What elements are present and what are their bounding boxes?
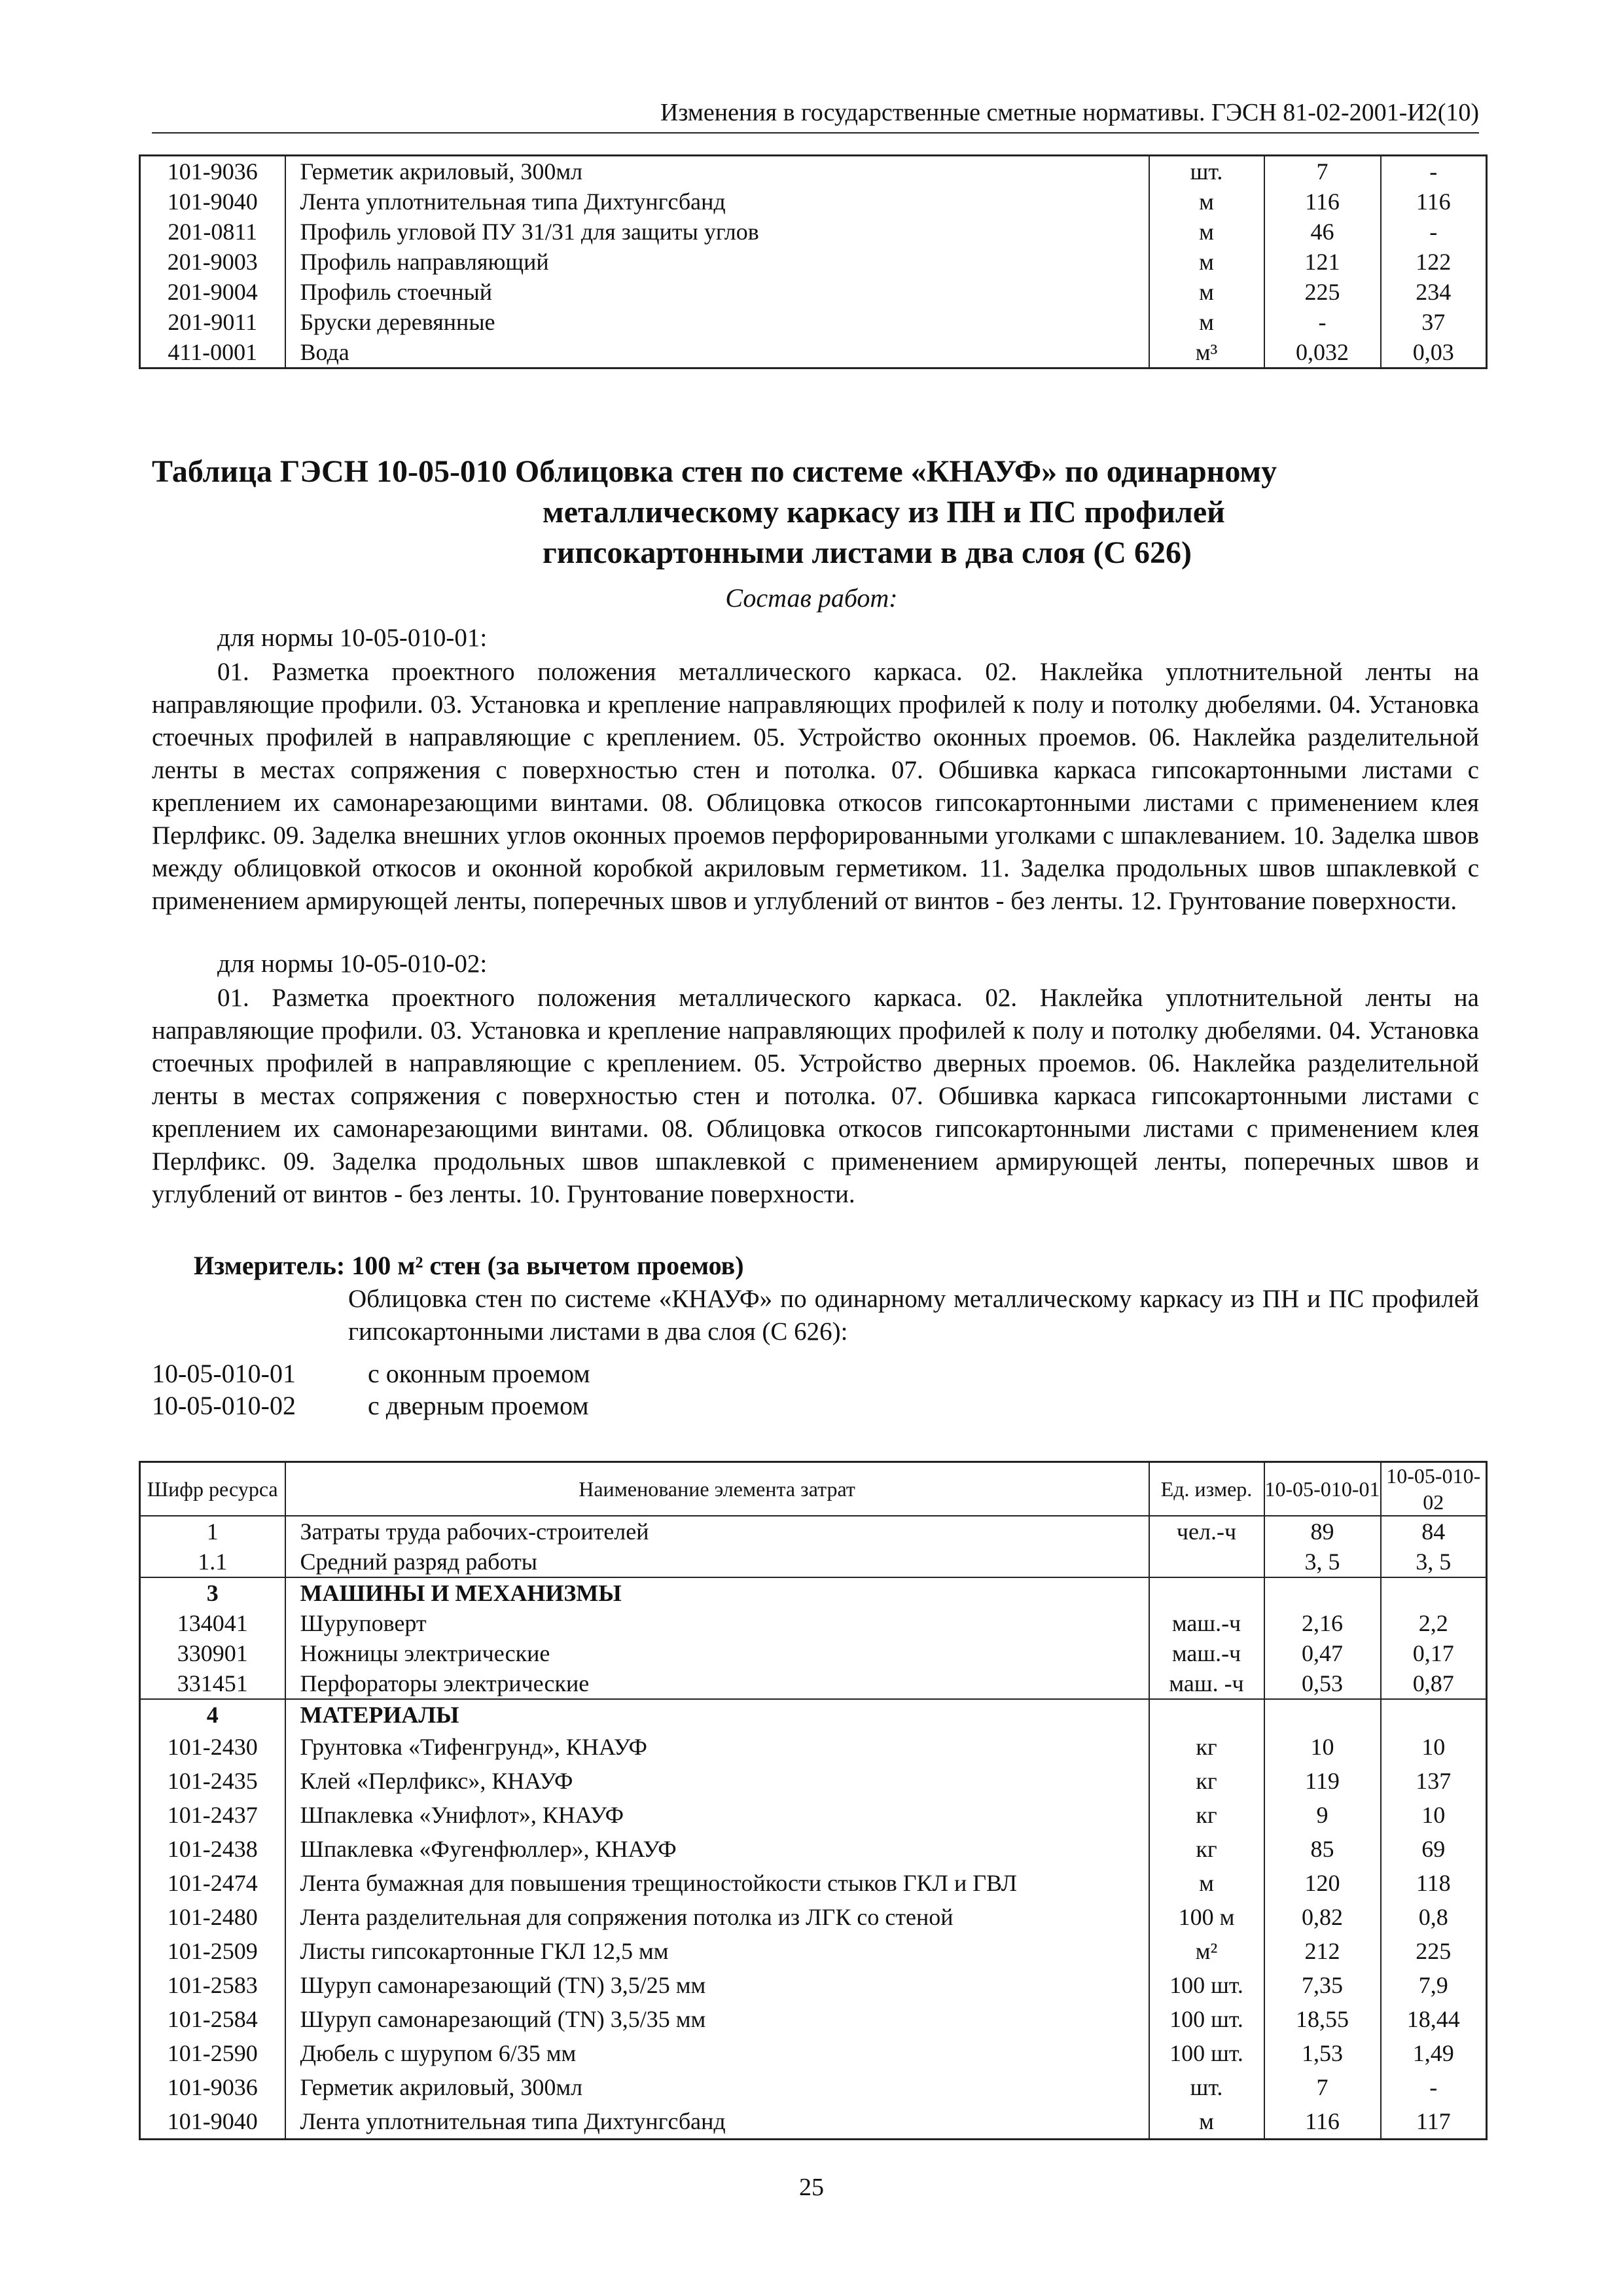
cell-code: 201-0811 — [168, 219, 258, 245]
table-row — [140, 187, 1487, 217]
cell-name: Шуруп самонарезающий (TN) 3,5/35 мм — [285, 2002, 1149, 2036]
cell-code: 101-2437 — [167, 1802, 258, 1828]
cell-unit: маш.-ч — [1149, 1638, 1264, 1668]
header-norm-1: 10-05-010-01 — [1264, 1462, 1381, 1516]
norm2-composition-text: 01. Разметка проектного положения металлического каркаса. 02. Наклейка уплотнительной ленты на направляющие профили. 03. Установка и крепление направляющих профилей к полу и потолку дюбелями. 04. Установка стоечных профилей в направляющие с креплением. 05. Устройство дверных проемов. 06. Наклейка разделительной ленты в местах сопряжения с поверхностью стен и потолка. 07. Обшивка каркаса гипсокартонными листами с креплением их самонарезающими винтами. 08. Облицовка откосов гипсокартонными листами с применением клея Перлфикс. 09. Заделка продольных швов шпаклевкой с применением армирующей ленты, поперечных швов и углублений от винтов - без ленты. 10. Грунтование поверхности. — [152, 984, 1479, 1208]
cell-norm-2: 3, 5 — [1381, 1547, 1487, 1577]
cell-name: Дюбель с шурупом 6/35 мм — [285, 2036, 1149, 2070]
cell-code: 101-2584 — [167, 2006, 258, 2032]
cell-norm-1: 0,82 — [1264, 1900, 1381, 1934]
cell-code: 101-9036 — [167, 158, 258, 185]
cell-norm-2: 10 — [1381, 1730, 1487, 1764]
cell-name: Герметик акриловый, 300мл — [285, 2070, 1149, 2104]
cell-unit: кг — [1149, 1764, 1264, 1798]
table-row — [140, 1832, 1487, 1866]
cell-name: Средний разряд работы — [285, 1547, 1149, 1577]
table-header-row — [140, 1462, 1487, 1516]
cell-name: Клей «Перлфикс», КНАУФ — [285, 1764, 1149, 1798]
cell-name: Шпаклевка «Фугенфюллер», КНАУФ — [285, 1832, 1149, 1866]
main-resource-table — [139, 1461, 1488, 2140]
cell-norm-1: 1,53 — [1264, 2036, 1381, 2070]
cell-norm-1: 0,032 — [1264, 337, 1381, 368]
cell-code: 3 — [140, 1577, 285, 1608]
cell-code: 101-9040 — [167, 188, 258, 215]
cell-unit: м — [1149, 2104, 1264, 2140]
cell-unit: кг — [1149, 1832, 1264, 1866]
cell-name: Шпаклевка «Унифлот», КНАУФ — [285, 1798, 1149, 1832]
table-row — [140, 2070, 1487, 2104]
table-row — [140, 337, 1487, 368]
cell-name: Лента уплотнительная типа Дихтунгсбанд — [285, 187, 1149, 217]
cell-unit: 100 шт. — [1149, 2002, 1264, 2036]
table-row — [140, 1516, 1487, 1547]
cell-code: 101-2474 — [167, 1870, 258, 1896]
cell-norm-1: 212 — [1264, 1934, 1381, 1968]
table-row — [140, 277, 1487, 307]
cell-norm-2: - — [1381, 217, 1487, 247]
table-row — [140, 307, 1487, 337]
cell-norm-2: 137 — [1381, 1764, 1487, 1798]
table-row — [140, 1668, 1487, 1699]
cell-norm-1: 7,35 — [1264, 1968, 1381, 2002]
cell-norm-2 — [1381, 1577, 1487, 1608]
header-name: Наименование элемента затрат — [285, 1462, 1149, 1516]
measure-description: Облицовка стен по системе «КНАУФ» по одинарному металлическому каркасу из ПН и ПС профилей гипсокартонными листами в два слоя (С 626): — [348, 1285, 1479, 1346]
header-norm-2: 10-05-010-02 — [1381, 1462, 1487, 1516]
cell-name: МАТЕРИАЛЫ — [285, 1699, 1149, 1730]
cell-unit: маш. -ч — [1149, 1668, 1264, 1699]
cell-code: 134041 — [177, 1610, 248, 1636]
cell-norm-1: 0,47 — [1264, 1638, 1381, 1668]
cell-norm-1: 7 — [1264, 2070, 1381, 2104]
cell-norm-1: 46 — [1264, 217, 1381, 247]
table-row — [140, 247, 1487, 277]
cell-norm-1: 116 — [1264, 187, 1381, 217]
cell-code: 101-2509 — [167, 1938, 258, 1964]
cell-unit: м — [1149, 217, 1264, 247]
cell-norm-2: 0,03 — [1381, 337, 1487, 368]
cell-norm-1: 10 — [1264, 1730, 1381, 1764]
norm-code: 10-05-010-01 — [152, 1359, 296, 1388]
cell-unit — [1149, 1547, 1264, 1577]
cell-unit: шт. — [1149, 2070, 1264, 2104]
header-code: Шифр ресурса — [140, 1462, 285, 1516]
cell-name: Лента бумажная для повышения трещиностойкости стыков ГКЛ и ГВЛ — [285, 1866, 1149, 1900]
cell-norm-2: 1,49 — [1381, 2036, 1487, 2070]
norm1-composition-text: 01. Разметка проектного положения металлического каркаса. 02. Наклейка уплотнительной ленты на направляющие профили. 03. Установка и крепление направляющих профилей к полу и потолку дюбелями. 04. Установка стоечных профилей в направляющие с креплением. 05. Устройство оконных проемов. 06. Наклейка разделительной ленты в местах сопряжения с поверхностью стен и потолка. 07. Обшивка каркаса гипсокартонными листами с креплением их самонарезающими винтами. 08. Облицовка откосов гипсокартонными листами с применением клея Перлфикс. 09. Заделка внешних углов оконных проемов перфорированными уголками с шпаклеванием. 10. Заделка швов между облицовкой откосов и оконной коробкой акриловым герметиком. 11. Заделка продольных швов шпаклевкой с применением армирующей ленты, поперечных швов и углублений от винтов - без ленты. 12. Грунтование поверхности. — [152, 658, 1479, 915]
cell-code: 101-2583 — [167, 1972, 258, 1998]
cell-norm-2: 122 — [1381, 247, 1487, 277]
cell-norm-1: 18,55 — [1264, 2002, 1381, 2036]
cell-name: Герметик акриловый, 300мл — [285, 156, 1149, 187]
top-resource-table — [139, 154, 1488, 369]
table-row — [140, 2104, 1487, 2140]
cell-unit: м — [1149, 307, 1264, 337]
cell-unit: маш.-ч — [1149, 1608, 1264, 1638]
cell-norm-2: 84 — [1381, 1516, 1487, 1547]
cell-norm-2: 69 — [1381, 1832, 1487, 1866]
cell-norm-1: 225 — [1264, 277, 1381, 307]
norm-text: с оконным проемом — [368, 1359, 590, 1388]
cell-unit: 100 м — [1149, 1900, 1264, 1934]
table-row — [140, 1730, 1487, 1764]
table-row — [140, 2002, 1487, 2036]
cell-norm-1: 9 — [1264, 1798, 1381, 1832]
cell-code: 101-2435 — [167, 1768, 258, 1794]
table-row — [140, 2036, 1487, 2070]
cell-unit: м³ — [1149, 337, 1264, 368]
cell-name: Лента разделительная для сопряжения потолка из ЛГК со стеной — [285, 1900, 1149, 1934]
cell-norm-2: 0,17 — [1381, 1638, 1487, 1668]
cell-name: Грунтовка «Тифенгрунд», КНАУФ — [285, 1730, 1149, 1764]
cell-norm-1 — [1264, 1577, 1381, 1608]
table-title-line-1: Таблица ГЭСН 10-05-010 Облицовка стен по системе «КНАУФ» по одинарному — [152, 454, 1277, 489]
cell-code: 330901 — [177, 1640, 248, 1666]
cell-name: Профиль направляющий — [285, 247, 1149, 277]
cell-norm-2: - — [1381, 2070, 1487, 2104]
cell-code: 1 — [206, 1518, 219, 1545]
cell-unit: кг — [1149, 1798, 1264, 1832]
cell-norm-1 — [1264, 1699, 1381, 1730]
table-row — [140, 1900, 1487, 1934]
cell-norm-2: 7,9 — [1381, 1968, 1487, 2002]
table-row — [140, 1699, 1487, 1730]
cell-unit: шт. — [1149, 156, 1264, 187]
table-row — [140, 1547, 1487, 1577]
cell-norm-2: 2,2 — [1381, 1608, 1487, 1638]
cell-norm-2: 18,44 — [1381, 2002, 1487, 2036]
cell-norm-1: 121 — [1264, 247, 1381, 277]
cell-norm-1: 89 — [1264, 1516, 1381, 1547]
cell-name: Бруски деревянные — [285, 307, 1149, 337]
cell-norm-1: 0,53 — [1264, 1668, 1381, 1699]
cell-code: 201-9004 — [167, 279, 258, 305]
cell-code: 1.1 — [198, 1549, 228, 1575]
cell-norm-2: 225 — [1381, 1934, 1487, 1968]
cell-name: МАШИНЫ И МЕХАНИЗМЫ — [285, 1577, 1149, 1608]
cell-name: Листы гипсокартонные ГКЛ 12,5 мм — [285, 1934, 1149, 1968]
running-header: Изменения в государственные сметные нормативы. ГЭСН 81-02-2001-И2(10) — [152, 98, 1479, 134]
norm-row — [152, 1390, 589, 1421]
cell-unit: кг — [1149, 1730, 1264, 1764]
cell-unit: м — [1149, 1866, 1264, 1900]
cell-unit: м — [1149, 187, 1264, 217]
cell-norm-2: 117 — [1381, 2104, 1487, 2140]
cell-norm-2: - — [1381, 156, 1487, 187]
cell-norm-1: 3, 5 — [1264, 1547, 1381, 1577]
table-title — [152, 452, 1487, 573]
norm1-label: для нормы 10-05-010-01: — [217, 624, 488, 652]
cell-unit: м — [1149, 277, 1264, 307]
header-unit: Ед. измер. — [1149, 1462, 1264, 1516]
cell-norm-2 — [1381, 1699, 1487, 1730]
cell-name: Ножницы электрические — [285, 1638, 1149, 1668]
cell-norm-1: 85 — [1264, 1832, 1381, 1866]
cell-norm-2: 118 — [1381, 1866, 1487, 1900]
cell-code: 201-9003 — [167, 249, 258, 275]
table-row — [140, 217, 1487, 247]
cell-code: 101-2430 — [167, 1734, 258, 1760]
table-row — [140, 1866, 1487, 1900]
cell-norm-2: 0,8 — [1381, 1900, 1487, 1934]
table-title-line-3: гипсокартонными листами в два слоя (С 626) — [543, 535, 1192, 570]
cell-name: Затраты труда рабочих-строителей — [285, 1516, 1149, 1547]
norm-row — [152, 1358, 590, 1389]
norm2-label: для нормы 10-05-010-02: — [217, 950, 488, 978]
cell-unit: м — [1149, 247, 1264, 277]
table-row — [140, 1934, 1487, 1968]
cell-name: Профиль угловой ПУ 31/31 для защиты углов — [285, 217, 1149, 247]
cell-unit — [1149, 1699, 1264, 1730]
cell-norm-1: 120 — [1264, 1866, 1381, 1900]
page-number: 25 — [799, 2174, 824, 2201]
table-row — [140, 1577, 1487, 1608]
cell-norm-1: 7 — [1264, 156, 1381, 187]
cell-norm-2: 10 — [1381, 1798, 1487, 1832]
cell-unit: м² — [1149, 1934, 1264, 1968]
cell-unit: чел.-ч — [1149, 1516, 1264, 1547]
table-row — [140, 1764, 1487, 1798]
table-row — [140, 1608, 1487, 1638]
cell-norm-2: 116 — [1381, 187, 1487, 217]
cell-unit — [1149, 1577, 1264, 1608]
cell-code: 201-9011 — [168, 309, 258, 335]
table-row — [140, 1798, 1487, 1832]
cell-code: 101-2590 — [167, 2040, 258, 2066]
cell-name: Шуруп самонарезающий (TN) 3,5/25 мм — [285, 1968, 1149, 2002]
cell-unit: 100 шт. — [1149, 2036, 1264, 2070]
cell-code: 101-2438 — [167, 1836, 258, 1862]
table-title-line-2: металлическому каркасу из ПН и ПС профилей — [543, 495, 1225, 529]
table-row — [140, 1968, 1487, 2002]
cell-code: 101-9040 — [167, 2108, 258, 2134]
cell-norm-1: 116 — [1264, 2104, 1381, 2140]
table-row — [140, 1638, 1487, 1668]
cell-name: Лента уплотнительная типа Дихтунгсбанд — [285, 2104, 1149, 2140]
cell-code: 331451 — [177, 1670, 248, 1696]
cell-norm-1: 119 — [1264, 1764, 1381, 1798]
cell-code: 101-2480 — [167, 1904, 258, 1930]
norm-code: 10-05-010-02 — [152, 1391, 296, 1420]
cell-code: 411-0001 — [168, 339, 258, 365]
cell-name: Перфораторы электрические — [285, 1668, 1149, 1699]
norm-text: с дверным проемом — [368, 1391, 589, 1420]
cell-name: Вода — [285, 337, 1149, 368]
cell-code: 4 — [140, 1699, 285, 1730]
cell-name: Шуруповерт — [285, 1608, 1149, 1638]
measure-unit: Измеритель: 100 м² стен (за вычетом проемов) — [194, 1251, 744, 1280]
cell-norm-2: 234 — [1381, 277, 1487, 307]
cell-name: Профиль стоечный — [285, 277, 1149, 307]
composition-heading: Состав работ: — [725, 583, 898, 613]
table-row — [140, 156, 1487, 187]
cell-norm-2: 0,87 — [1381, 1668, 1487, 1699]
cell-norm-1: - — [1264, 307, 1381, 337]
cell-unit: 100 шт. — [1149, 1968, 1264, 2002]
cell-code: 101-9036 — [167, 2074, 258, 2100]
cell-norm-2: 37 — [1381, 307, 1487, 337]
cell-norm-1: 2,16 — [1264, 1608, 1381, 1638]
